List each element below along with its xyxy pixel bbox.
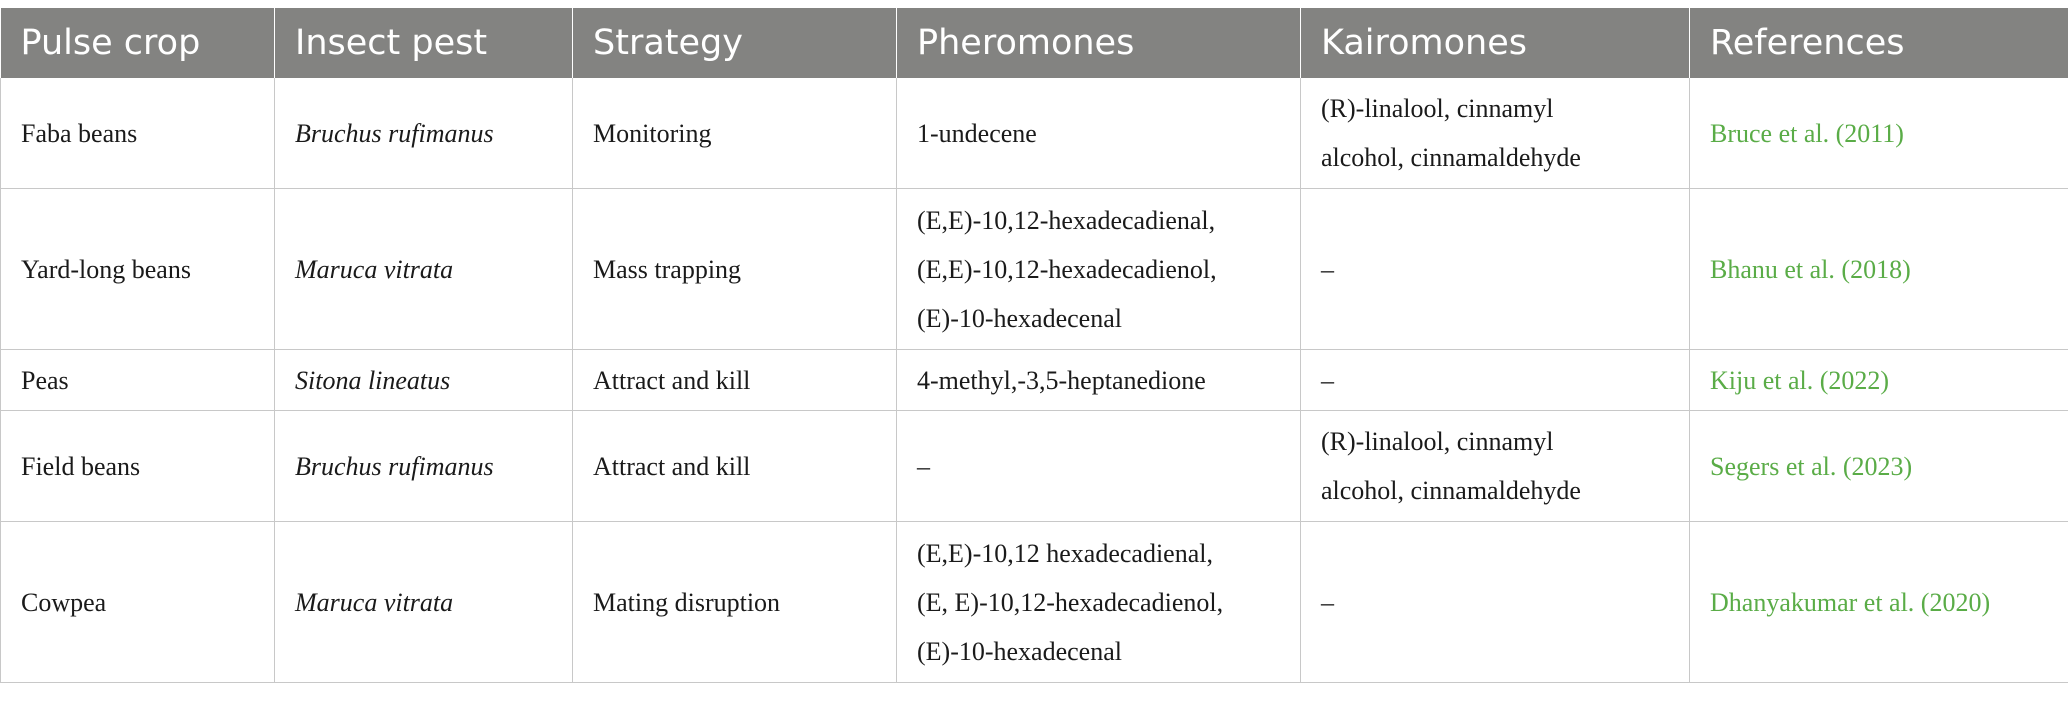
kairomone-line: – bbox=[1321, 365, 1334, 395]
table-row bbox=[1, 78, 2068, 189]
cell-kairomones bbox=[1301, 189, 1690, 350]
cell-pheromones bbox=[897, 189, 1301, 350]
cell-pheromones bbox=[897, 78, 1301, 189]
reference-link[interactable]: Dhanyakumar et al. (2020) bbox=[1690, 522, 2068, 683]
pheromone-line: (E,E)-10,12-hexadecadienal, bbox=[917, 205, 1216, 235]
cell-pest: Bruchus rufimanus bbox=[275, 411, 573, 522]
header-kairomones: Kairomones bbox=[1301, 8, 1690, 78]
cell-pheromones bbox=[897, 350, 1301, 411]
cell-pest: Bruchus rufimanus bbox=[275, 78, 573, 189]
cell-kairomones bbox=[1301, 78, 1690, 189]
cell-crop: Yard-long beans bbox=[1, 189, 275, 350]
cell-crop: Field beans bbox=[1, 411, 275, 522]
kairomone-line: alcohol, cinnamaldehyde bbox=[1321, 476, 1581, 505]
cell-strategy: Monitoring bbox=[573, 78, 897, 189]
cell-pest: Maruca vitrata bbox=[275, 189, 573, 350]
cell-crop: Peas bbox=[1, 350, 275, 411]
cell-pheromones bbox=[897, 522, 1301, 683]
header-references: References bbox=[1690, 8, 2068, 78]
table-row bbox=[1, 411, 2068, 522]
cell-pest: Sitona lineatus bbox=[275, 350, 573, 411]
kairomone-line: (R)-linalool, cinnamyl bbox=[1321, 427, 1554, 456]
kairomone-line: (R)-linalool, cinnamyl bbox=[1321, 94, 1554, 123]
header-row bbox=[1, 8, 2068, 78]
cell-crop: Cowpea bbox=[1, 522, 275, 683]
cell-strategy: Mating disruption bbox=[573, 522, 897, 683]
cell-pest: Maruca vitrata bbox=[275, 522, 573, 683]
pheromone-line: 1-undecene bbox=[917, 118, 1037, 148]
cell-crop: Faba beans bbox=[1, 78, 275, 189]
reference-link[interactable]: Segers et al. (2023) bbox=[1690, 411, 2068, 522]
table-row bbox=[1, 522, 2068, 683]
cell-strategy: Attract and kill bbox=[573, 350, 897, 411]
pheromone-line: (E,E)-10,12 hexadecadienal, bbox=[917, 538, 1213, 568]
pheromone-line: (E)-10-hexadecenal bbox=[917, 303, 1122, 333]
cell-strategy: Attract and kill bbox=[573, 411, 897, 522]
pheromone-line: 4-methyl,-3,5-heptanedione bbox=[917, 365, 1206, 395]
table-container bbox=[0, 8, 2068, 683]
pheromone-line: (E,E)-10,12-hexadecadienol, bbox=[917, 254, 1217, 284]
cell-pheromones bbox=[897, 411, 1301, 522]
header-insect-pest: Insect pest bbox=[275, 8, 573, 78]
header-strategy: Strategy bbox=[573, 8, 897, 78]
cell-kairomones bbox=[1301, 411, 1690, 522]
pheromone-line: (E)-10-hexadecenal bbox=[917, 636, 1122, 666]
header-pheromones: Pheromones bbox=[897, 8, 1301, 78]
table-row bbox=[1, 350, 2068, 411]
header-pulse-crop: Pulse crop bbox=[1, 8, 275, 78]
pheromone-line: (E, E)-10,12-hexadecadienol, bbox=[917, 587, 1224, 617]
pulse-crop-semiochemical-table bbox=[0, 8, 2068, 683]
pheromone-line: – bbox=[917, 451, 930, 481]
kairomone-line: – bbox=[1321, 254, 1334, 284]
cell-strategy: Mass trapping bbox=[573, 189, 897, 350]
table-row bbox=[1, 189, 2068, 350]
kairomone-line: alcohol, cinnamaldehyde bbox=[1321, 143, 1581, 172]
reference-link[interactable]: Bhanu et al. (2018) bbox=[1690, 189, 2068, 350]
cell-kairomones bbox=[1301, 522, 1690, 683]
cell-kairomones bbox=[1301, 350, 1690, 411]
reference-link[interactable]: Bruce et al. (2011) bbox=[1690, 78, 2068, 189]
reference-link[interactable]: Kiju et al. (2022) bbox=[1690, 350, 2068, 411]
kairomone-line: – bbox=[1321, 587, 1334, 617]
